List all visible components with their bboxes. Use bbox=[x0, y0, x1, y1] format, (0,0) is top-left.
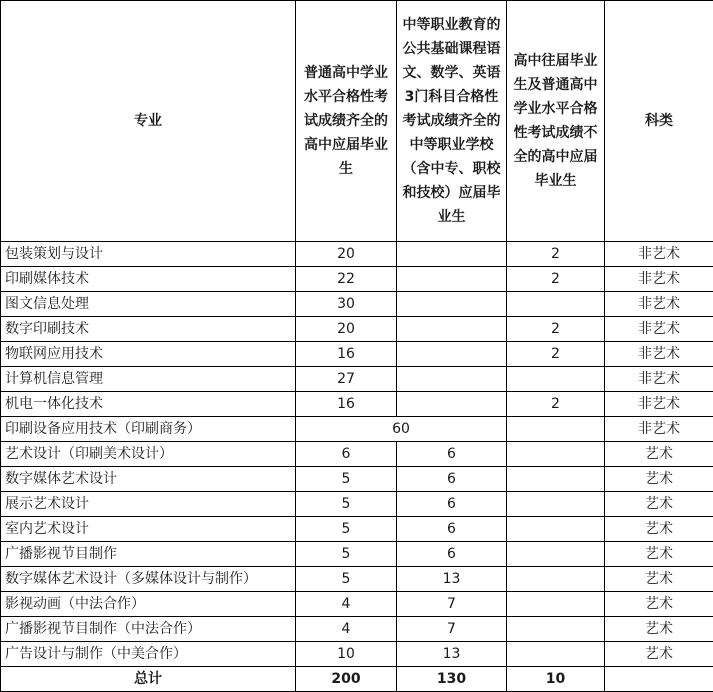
table-row bbox=[1, 292, 713, 317]
cell-category: 艺术 bbox=[605, 642, 713, 667]
cell-category: 非艺术 bbox=[605, 367, 713, 392]
header-col3: 高中往届毕业生及普通高中学业水平合格性考试成绩不全的高中应届毕业生 bbox=[507, 1, 605, 242]
total-col2: 130 bbox=[397, 667, 507, 692]
table-row bbox=[1, 592, 713, 617]
header-category: 科类 bbox=[605, 1, 713, 242]
cell-col2: 6 bbox=[397, 492, 507, 517]
cell-col3: 2 bbox=[507, 317, 605, 342]
cell-major: 数字媒体艺术设计（多媒体设计与制作） bbox=[1, 567, 296, 592]
table-row bbox=[1, 492, 713, 517]
header-col1: 普通高中学业水平合格性考试成绩齐全的高中应届毕业生 bbox=[296, 1, 397, 242]
cell-category: 非艺术 bbox=[605, 242, 713, 267]
cell-col2 bbox=[397, 367, 507, 392]
cell-col1: 27 bbox=[296, 367, 397, 392]
cell-col1: 5 bbox=[296, 492, 397, 517]
total-col1: 200 bbox=[296, 667, 397, 692]
cell-category: 艺术 bbox=[605, 567, 713, 592]
cell-category: 艺术 bbox=[605, 592, 713, 617]
header-col2: 中等职业教育的公共基础课程语文、数学、英语3门科目合格性考试成绩齐全的中等职业学校（含中专、职校和技校）应届毕业生 bbox=[397, 1, 507, 242]
cell-col1-col2-merged: 60 bbox=[296, 417, 507, 442]
cell-col1: 5 bbox=[296, 542, 397, 567]
cell-major: 印刷媒体技术 bbox=[1, 267, 296, 292]
cell-col2: 7 bbox=[397, 617, 507, 642]
cell-category: 非艺术 bbox=[605, 392, 713, 417]
cell-category: 非艺术 bbox=[605, 267, 713, 292]
cell-category: 艺术 bbox=[605, 517, 713, 542]
cell-col2: 7 bbox=[397, 592, 507, 617]
table-row bbox=[1, 542, 713, 567]
table-row bbox=[1, 517, 713, 542]
cell-col2: 13 bbox=[397, 642, 507, 667]
cell-major: 包装策划与设计 bbox=[1, 242, 296, 267]
cell-category: 非艺术 bbox=[605, 317, 713, 342]
table-body bbox=[1, 242, 713, 692]
cell-col3 bbox=[507, 442, 605, 467]
cell-col2 bbox=[397, 242, 507, 267]
cell-category: 艺术 bbox=[605, 442, 713, 467]
cell-category: 非艺术 bbox=[605, 292, 713, 317]
cell-col3 bbox=[507, 642, 605, 667]
cell-major: 影视动画（中法合作） bbox=[1, 592, 296, 617]
cell-major: 机电一体化技术 bbox=[1, 392, 296, 417]
cell-col1: 22 bbox=[296, 267, 397, 292]
cell-category: 非艺术 bbox=[605, 342, 713, 367]
cell-col1: 10 bbox=[296, 642, 397, 667]
cell-col1: 5 bbox=[296, 517, 397, 542]
cell-col1: 5 bbox=[296, 467, 397, 492]
cell-col2: 6 bbox=[397, 442, 507, 467]
cell-col2: 13 bbox=[397, 567, 507, 592]
cell-col2 bbox=[397, 392, 507, 417]
table-row bbox=[1, 442, 713, 467]
cell-col3 bbox=[507, 492, 605, 517]
cell-col2: 6 bbox=[397, 467, 507, 492]
table-row bbox=[1, 567, 713, 592]
cell-col2: 6 bbox=[397, 542, 507, 567]
header-major: 专业 bbox=[1, 1, 296, 242]
cell-major: 计算机信息管理 bbox=[1, 367, 296, 392]
cell-col2 bbox=[397, 342, 507, 367]
cell-major: 艺术设计（印刷美术设计） bbox=[1, 442, 296, 467]
cell-category: 艺术 bbox=[605, 467, 713, 492]
cell-col1: 5 bbox=[296, 567, 397, 592]
cell-major: 数字印刷技术 bbox=[1, 317, 296, 342]
cell-major: 广告设计与制作（中美合作） bbox=[1, 642, 296, 667]
cell-col1: 20 bbox=[296, 317, 397, 342]
cell-col1: 4 bbox=[296, 617, 397, 642]
cell-col1: 4 bbox=[296, 592, 397, 617]
cell-major: 广播影视节目制作 bbox=[1, 542, 296, 567]
cell-col3 bbox=[507, 517, 605, 542]
total-category bbox=[605, 667, 713, 692]
table-row bbox=[1, 267, 713, 292]
cell-major: 印刷设备应用技术（印刷商务） bbox=[1, 417, 296, 442]
cell-col3 bbox=[507, 367, 605, 392]
table-row bbox=[1, 242, 713, 267]
table-row bbox=[1, 392, 713, 417]
total-label: 总计 bbox=[1, 667, 296, 692]
cell-col1: 16 bbox=[296, 392, 397, 417]
cell-col3 bbox=[507, 592, 605, 617]
cell-col3: 2 bbox=[507, 267, 605, 292]
cell-col3: 2 bbox=[507, 242, 605, 267]
cell-col3 bbox=[507, 467, 605, 492]
cell-col3 bbox=[507, 567, 605, 592]
header-row bbox=[1, 1, 713, 242]
cell-col3 bbox=[507, 617, 605, 642]
cell-col3: 2 bbox=[507, 392, 605, 417]
table-row bbox=[1, 317, 713, 342]
cell-col3: 2 bbox=[507, 342, 605, 367]
table-row bbox=[1, 642, 713, 667]
cell-major: 图文信息处理 bbox=[1, 292, 296, 317]
cell-category: 艺术 bbox=[605, 542, 713, 567]
cell-col2 bbox=[397, 267, 507, 292]
cell-major: 室内艺术设计 bbox=[1, 517, 296, 542]
cell-col3 bbox=[507, 417, 605, 442]
cell-col3 bbox=[507, 292, 605, 317]
cell-col1: 16 bbox=[296, 342, 397, 367]
cell-col3 bbox=[507, 542, 605, 567]
table-row bbox=[1, 467, 713, 492]
cell-col1: 30 bbox=[296, 292, 397, 317]
cell-category: 艺术 bbox=[605, 617, 713, 642]
table-row bbox=[1, 367, 713, 392]
cell-col2: 6 bbox=[397, 517, 507, 542]
cell-category: 非艺术 bbox=[605, 417, 713, 442]
table-row bbox=[1, 617, 713, 642]
total-col3: 10 bbox=[507, 667, 605, 692]
table-row bbox=[1, 342, 713, 367]
table-row-merged bbox=[1, 417, 713, 442]
cell-major: 广播影视节目制作（中法合作） bbox=[1, 617, 296, 642]
cell-col1: 6 bbox=[296, 442, 397, 467]
cell-category: 艺术 bbox=[605, 492, 713, 517]
cell-col2 bbox=[397, 317, 507, 342]
cell-col2 bbox=[397, 292, 507, 317]
cell-major: 展示艺术设计 bbox=[1, 492, 296, 517]
cell-col1: 20 bbox=[296, 242, 397, 267]
cell-major: 数字媒体艺术设计 bbox=[1, 467, 296, 492]
cell-major: 物联网应用技术 bbox=[1, 342, 296, 367]
total-row bbox=[1, 667, 713, 692]
